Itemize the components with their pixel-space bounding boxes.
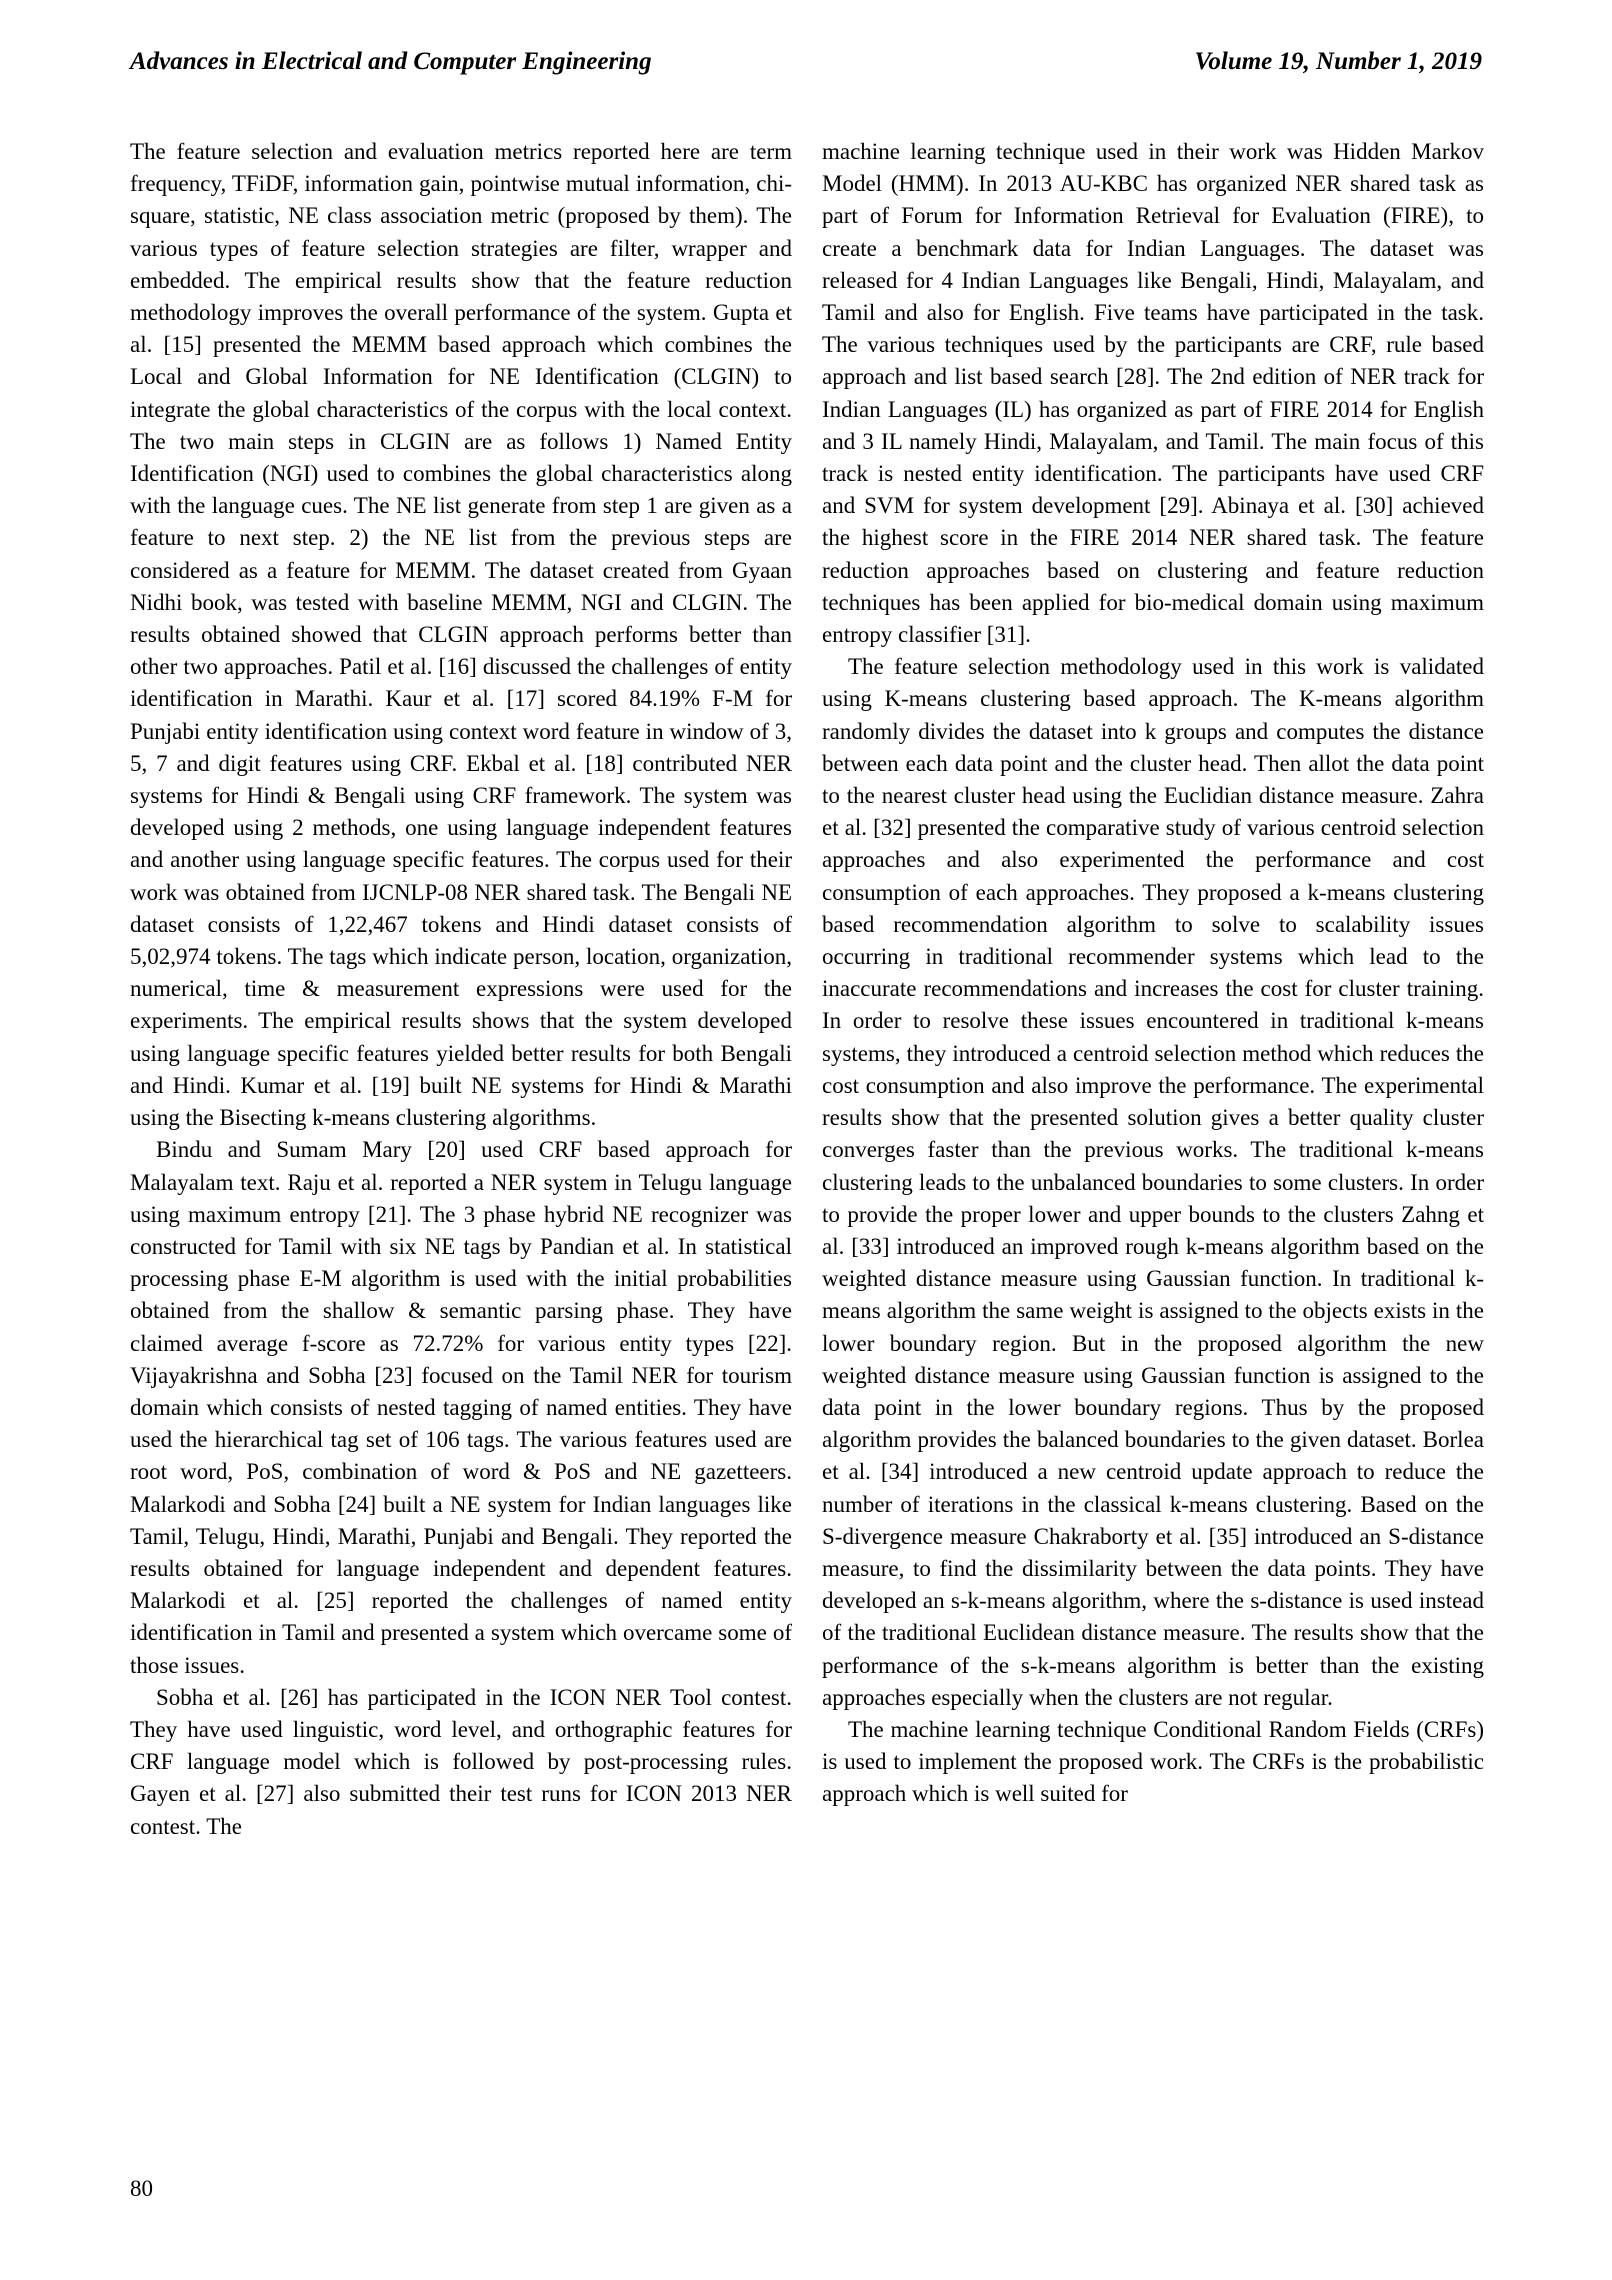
body-paragraph: Sobha et al. [26] has participated in the ICON NER Tool contest. They have used linguistic, word level, and orthographic features for CRF language model which is followed by post-processing rules. Gayen et al. [27] also submitted their test runs for ICON 2013 NER contest. The [130, 1684, 792, 1839]
body-paragraph: The feature selection and evaluation metrics reported here are term frequency, TFiDF, information gain, pointwise mutual information, chi-square, statistic, NE class association metric (proposed by them). The various types of feature selection strategies are filter, wrapper and embedded. The empirical results show that the feature reduction methodology improves the overall performance of the system. Gupta et al. [15] presented the MEMM based approach which combines the Local and Global Information for NE Identification (CLGIN) to integrate the global characteristics of the corpus with the local context. The two main steps in CLGIN are as follows 1) Named Entity Identification (NGI) used to combines the global characteristics along with the language cues. The NE list generate from step 1 are given as a feature to next step. 2) the NE list from the previous steps are considered as a feature for MEMM. The dataset created from Gyaan Nidhi book, was tested with baseline MEMM, NGI and CLGIN. The results obtained showed that CLGIN approach performs better than other two approaches. Patil et al. [16] discussed the challenges of entity identification in Marathi. Kaur et al. [17] scored 84.19% F-M for Punjabi entity identification using context word feature in window of 3, 5, 7 and digit features using CRF. Ekbal et al. [18] contributed NER systems for Hindi & Bengali using CRF framework. The system was developed using 2 methods, one using language independent features and another using language specific features. The corpus used for their work was obtained from IJCNLP-08 NER shared task. The Bengali NE dataset consists of 1,22,467 tokens and Hindi dataset consists of 5,02,974 tokens. The tags which indicate person, location, organization, numerical, time & measurement expressions were used for the experiments. The empirical results shows that the system developed using language specific features yielded better results for both Bengali and Hindi. Kumar et al. [19] built NE systems for Hindi & Marathi using the Bisecting k-means clustering algorithms. [130, 139, 792, 1131]
journal-title: Advances in Electrical and Computer Engineering [130, 48, 652, 75]
right-column [822, 136, 1484, 1811]
left-column [130, 136, 792, 1843]
body-paragraph: The feature selection methodology used in this work is validated using K-means clustering based approach. The K-means algorithm randomly divides the dataset into k groups and computes the distance between each data point and the cluster head. Then allot the data point to the nearest cluster head using the Euclidian distance measure. Zahra et al. [32] presented the comparative study of various centroid selection approaches and also experimented the performance and cost consumption of each approaches. They proposed a k-means clustering based recommendation algorithm to solve to scalability issues occurring in traditional recommender systems which lead to the inaccurate recommendations and increases the cost for cluster training. In order to resolve these issues encountered in traditional k-means systems, they introduced a centroid selection method which reduces the cost consumption and also improve the performance. The experimental results show that the presented solution gives a better quality cluster converges faster than the previous works. The traditional k-means clustering leads to the unbalanced boundaries to some clusters. In order to provide the proper lower and upper bounds to the clusters Zahng et al. [33] introduced an improved rough k-means algorithm based on the weighted distance measure using Gaussian function. In traditional k-means algorithm the same weight is assigned to the objects exists in the lower boundary region. But in the proposed algorithm the new weighted distance measure using Gaussian function is assigned to the data point in the lower boundary regions. Thus by the proposed algorithm provides the balanced boundaries to the given dataset. Borlea et al. [34] introduced a new centroid update approach to reduce the number of iterations in the classical k-means clustering. Based on the S-divergence measure Chakraborty et al. [35] introduced an S-distance measure, to find the dissimilarity between the data points. They have developed an s-k-means algorithm, where the s-distance is used instead of the traditional Euclidean distance measure. The results show that the performance of the s-k-means algorithm is better than the existing approaches especially when the clusters are not regular. [822, 654, 1484, 1710]
volume-info: Volume 19, Number 1, 2019 [1194, 48, 1482, 75]
running-header [130, 48, 1482, 84]
body-paragraph: machine learning technique used in their work was Hidden Markov Model (HMM). In 2013 AU-KBC has organized NER shared task as part of Forum for Information Retrieval for Evaluation (FIRE), to create a benchmark data for Indian Languages. The dataset was released for 4 Indian Languages like Bengali, Hindi, Malayalam, and Tamil and also for English. Five teams have participated in the task. The various techniques used by the participants are CRF, rule based approach and list based search [28]. The 2nd edition of NER track for Indian Languages (IL) has organized as part of FIRE 2014 for English and 3 IL namely Hindi, Malayalam, and Tamil. The main focus of this track is nested entity identification. The participants have used CRF and SVM for system development [29]. Abinaya et al. [30] achieved the highest score in the FIRE 2014 NER shared task. The feature reduction approaches based on clustering and feature reduction techniques has been applied for bio-medical domain using maximum entropy classifier [31]. [822, 139, 1484, 648]
body-paragraph: The machine learning technique Conditional Random Fields (CRFs) is used to implement the proposed work. The CRFs is the probabilistic approach which is well suited for [822, 1716, 1484, 1807]
page-number: 80 [130, 2176, 153, 2201]
body-paragraph: Bindu and Sumam Mary [20] used CRF based approach for Malayalam text. Raju et al. reported a NER system in Telugu language using maximum entropy [21]. The 3 phase hybrid NE recognizer was constructed for Tamil with six NE tags by Pandian et al. In statistical processing phase E-M algorithm is used with the initial probabilities obtained from the shallow & semantic parsing phase. They have claimed average f-score as 72.72% for various entity types [22]. Vijayakrishna and Sobha [23] focused on the Tamil NER for tourism domain which consists of nested tagging of named entities. They have used the hierarchical tag set of 106 tags. The various features used are root word, PoS, combination of word & PoS and NE gazetteers. Malarkodi and Sobha [24] built a NE system for Indian languages like Tamil, Telugu, Hindi, Marathi, Punjabi and Bengali. They reported the results obtained for language independent and dependent features. Malarkodi et al. [25] reported the challenges of named entity identification in Tamil and presented a system which overcame some of those issues. [130, 1137, 792, 1678]
